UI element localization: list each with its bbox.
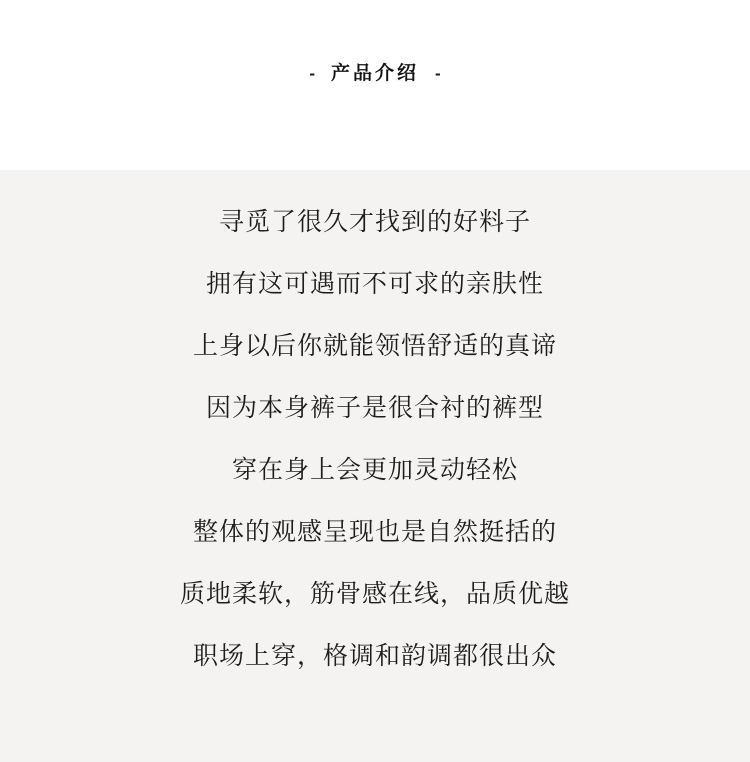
description-line: 上身以后你就能领悟舒适的真谛 (192, 332, 557, 360)
description-line: 整体的观感呈现也是自然挺括的 (192, 518, 557, 546)
section-title-row (0, 0, 750, 170)
description-line: 拥有这可遇而不可求的亲肤性 (205, 270, 544, 298)
page-title: 产品介绍 (330, 62, 419, 84)
description-line: 质地柔软，筋骨感在线，品质优越 (179, 580, 570, 608)
title-left-dash: - (309, 63, 315, 83)
description-line: 穿在身上会更加灵动轻松 (231, 456, 518, 484)
section-title-group (309, 64, 440, 83)
description-line: 职场上穿，格调和韵调都很出众 (192, 642, 557, 670)
header-band (0, 0, 750, 170)
description-line: 寻觅了很久才找到的好料子 (218, 208, 531, 236)
description-text-block (0, 210, 750, 706)
description-line: 因为本身裤子是很合衬的裤型 (205, 394, 544, 422)
title-right-dash: - (435, 63, 441, 83)
